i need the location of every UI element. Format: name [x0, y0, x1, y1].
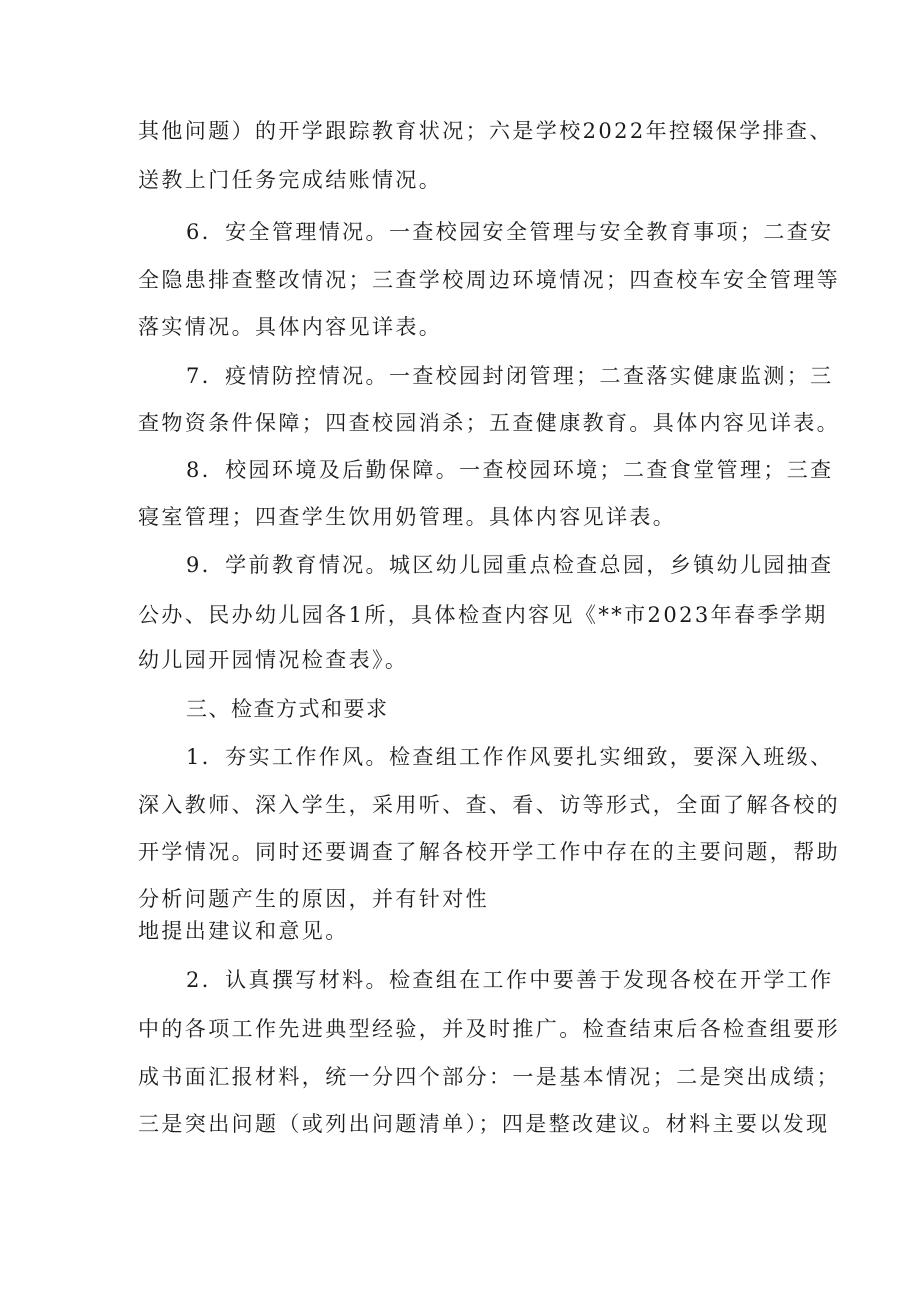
text-line: 全隐患排查整改情况；三查学校周边环境情况；四查校车安全管理等	[138, 268, 840, 292]
section-heading: 三、检查方式和要求	[186, 697, 389, 721]
text-line: 寝室管理；四查学生饮用奶管理。具体内容见详表。	[138, 505, 677, 529]
text-line: 分析问题产生的原因，并有针对性	[138, 887, 489, 911]
text-line: 其他问题）的开学跟踪教育状况；六是学校2022年控辍保学排查、	[138, 119, 833, 143]
text-line: 查物资条件保障；四查校园消杀；五查健康教育。具体内容见详表。	[138, 411, 840, 435]
paragraph-first-line: 8．校园环境及后勤保障。一查校园环境；二查食堂管理；三查	[186, 458, 834, 482]
text-line: 落实情况。具体内容见详表。	[138, 315, 443, 339]
text-line: 三是突出问题（或列出问题清单）；四是整改建议。材料主要以发现	[138, 1112, 830, 1136]
paragraph-first-line: 9．学前教育情况。城区幼儿园重点检查总园，乡镇幼儿园抽查	[186, 553, 834, 577]
paragraph-first-line: 6．安全管理情况。一查校园安全管理与安全教育事项；二查安	[186, 220, 834, 244]
text-line: 送教上门任务完成结账情况。	[138, 168, 443, 192]
text-line: 地提出建议和意见。	[138, 919, 349, 943]
paragraph-first-line: 2．认真撰写材料。检查组在工作中要善于发现各校在开学工作	[186, 968, 834, 992]
text-line: 幼儿园开园情况检查表》。	[138, 648, 409, 672]
text-line: 开学情况。同时还要调查了解各校开学工作中存在的主要问题，帮助	[138, 840, 840, 864]
text-line: 公办、民办幼儿园各1所，具体检查内容见《**市2023年春季学期	[138, 603, 828, 627]
text-line: 中的各项工作先进典型经验，并及时推广。检查结束后各检查组要形	[138, 1017, 840, 1041]
paragraph-first-line: 7．疫情防控情况。一查校园封闭管理；二查落实健康监测；三	[186, 364, 834, 388]
text-line: 深入教师、深入学生，采用听、查、看、访等形式，全面了解各校的	[138, 793, 840, 817]
text-line: 成书面汇报材料，统一分四个部分：一是基本情况；二是突出成绩；	[138, 1065, 840, 1089]
paragraph-first-line: 1．夯实工作作风。检查组工作作风要扎实细致，要深入班级、	[186, 745, 834, 769]
